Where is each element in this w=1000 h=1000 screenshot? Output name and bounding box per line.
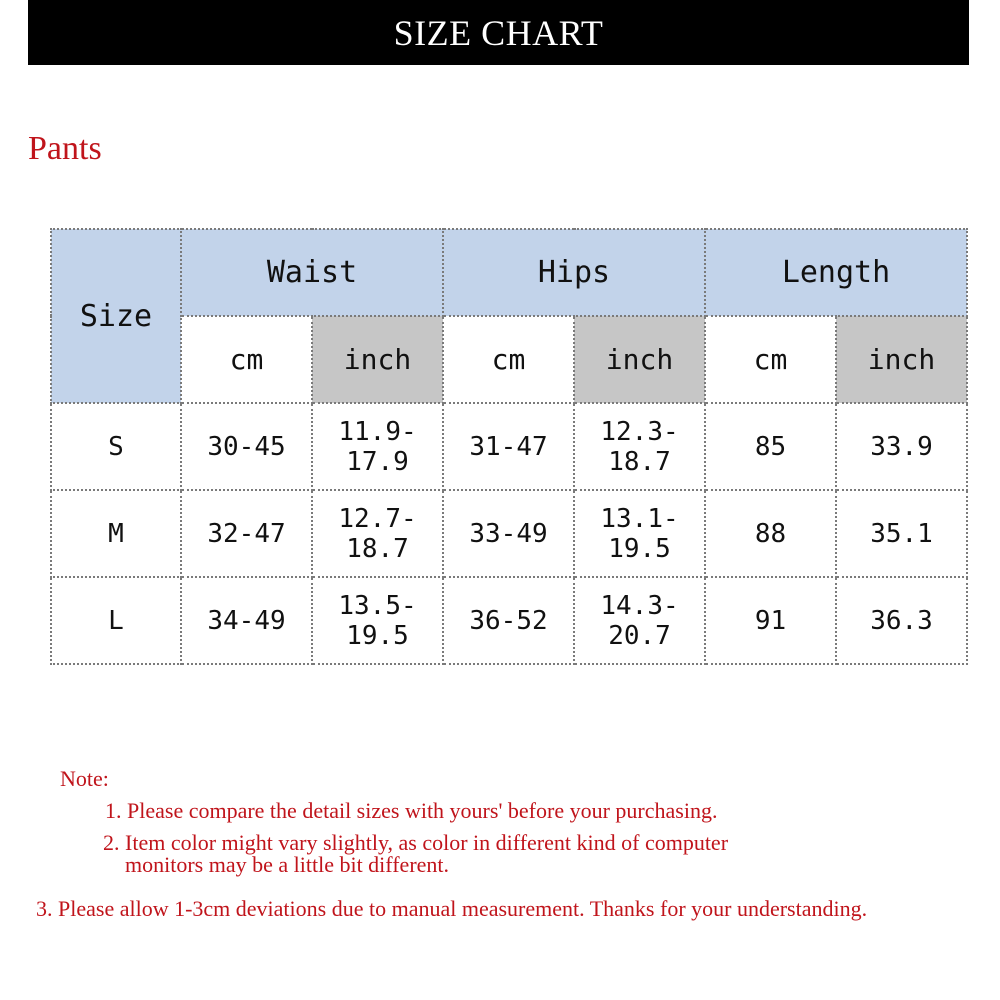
hips-inch-cell: 13.1-19.5	[574, 490, 705, 577]
table-group-header-row	[51, 229, 967, 316]
length-cm-cell: 88	[705, 490, 836, 577]
length-group-header: Length	[705, 229, 967, 316]
length-inch-header: inch	[836, 316, 967, 403]
length-inch-cell: 35.1	[836, 490, 967, 577]
hips-cm-cell: 31-47	[443, 403, 574, 490]
note-item-1: 1. Please compare the detail sizes with yours' before your purchasing.	[105, 798, 718, 823]
size-cell: S	[51, 403, 181, 490]
waist-inch-header: inch	[312, 316, 443, 403]
hips-inch-header: inch	[574, 316, 705, 403]
header-title: SIZE CHART	[393, 12, 604, 53]
table-unit-header-row	[51, 316, 967, 403]
length-cm-cell: 85	[705, 403, 836, 490]
length-cm-header: cm	[705, 316, 836, 403]
waist-cm-cell: 32-47	[181, 490, 312, 577]
note-item-2-line-1: 2. Item color might vary slightly, as color in different kind of computer	[103, 830, 729, 855]
note-item-2	[103, 832, 728, 876]
waist-inch-cell: 11.9-17.9	[312, 403, 443, 490]
note-item-3: 3. Please allow 1-3cm deviations due to manual measurement. Thanks for your understanding.	[36, 896, 868, 921]
size-table	[50, 228, 968, 665]
hips-cm-cell: 33-49	[443, 490, 574, 577]
note-label: Note:	[60, 766, 109, 791]
hips-inch-cell: 12.3-18.7	[574, 403, 705, 490]
length-inch-cell: 33.9	[836, 403, 967, 490]
header-bar	[28, 0, 969, 65]
size-cell: L	[51, 577, 181, 664]
section-title: Pants	[28, 130, 102, 167]
size-cell: M	[51, 490, 181, 577]
waist-inch-cell: 13.5-19.5	[312, 577, 443, 664]
length-inch-cell: 36.3	[836, 577, 967, 664]
waist-group-header: Waist	[181, 229, 443, 316]
table-row	[51, 577, 967, 664]
hips-inch-cell: 14.3-20.7	[574, 577, 705, 664]
table-row	[51, 403, 967, 490]
waist-inch-cell: 12.7-18.7	[312, 490, 443, 577]
size-column-header: Size	[51, 229, 181, 403]
hips-group-header: Hips	[443, 229, 705, 316]
waist-cm-header: cm	[181, 316, 312, 403]
hips-cm-header: cm	[443, 316, 574, 403]
waist-cm-cell: 34-49	[181, 577, 312, 664]
hips-cm-cell: 36-52	[443, 577, 574, 664]
length-cm-cell: 91	[705, 577, 836, 664]
table-row	[51, 490, 967, 577]
waist-cm-cell: 30-45	[181, 403, 312, 490]
note-item-2-line-2: monitors may be a little bit different.	[125, 852, 450, 877]
